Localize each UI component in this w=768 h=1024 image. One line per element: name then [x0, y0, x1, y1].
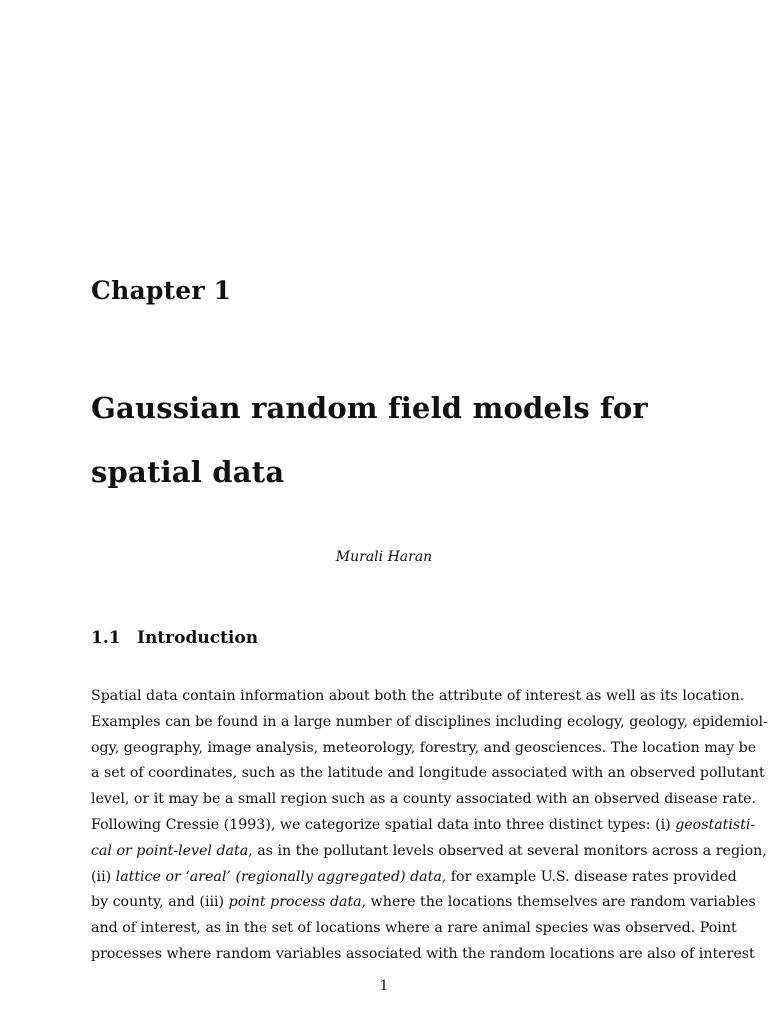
- section-heading: [91, 628, 258, 648]
- body-text-segment: Following Cressie (1993), we categorize spatial data into three distinct types: (i): [91, 816, 676, 833]
- body-line: level, or it may be a small region such as a county associated with an observed disease rate.: [91, 791, 757, 808]
- body-text-segment: , where the locations themselves are random variables: [361, 894, 756, 911]
- author-text: Murali Haran: [335, 549, 433, 565]
- body-line: Examples can be found in a large number of disciplines including ecology, geology, epidemiol-: [91, 713, 768, 730]
- body-line: [91, 839, 767, 865]
- chapter-title: [91, 376, 711, 504]
- body-text-segment: , for example U.S. disease rates provided: [441, 868, 737, 885]
- chapter-title-line-2: spatial data: [91, 455, 285, 489]
- body-line: processes where random variables associated with the random locations are also of interest: [91, 945, 755, 962]
- body-line: [91, 813, 756, 839]
- body-text-segment: by county, and (iii): [91, 894, 229, 911]
- chapter-title-line-1: Gaussian random field models for: [91, 391, 648, 425]
- body-line: ogy, geography, image analysis, meteorology, forestry, and geosciences. The location may be: [91, 739, 757, 756]
- body-line: [91, 865, 737, 891]
- body-text-segment: , as in the pollutant levels observed at several monitors across a region,: [248, 842, 767, 859]
- italic-term: cal or point-level data: [91, 842, 249, 859]
- body-line: Spatial data contain information about both the attribute of interest as well as its location.: [91, 688, 745, 704]
- page-number: 1: [379, 978, 389, 994]
- italic-term: lattice or ‘areal’ (regionally aggregated) data: [115, 868, 442, 885]
- body-line: [91, 890, 756, 916]
- author-name: [0, 549, 768, 565]
- italic-term: point process data: [228, 894, 362, 911]
- section-title: Introduction: [137, 628, 259, 648]
- body-line: and of interest, as in the set of locations where a rare animal species was observed. Point: [91, 920, 737, 937]
- body-paragraph: [91, 684, 768, 968]
- body-line: a set of coordinates, such as the latitude and longitude associated with an observed pollutant: [91, 765, 765, 782]
- italic-term: geostatisti-: [675, 816, 756, 833]
- section-number: 1.1: [91, 628, 121, 648]
- chapter-label: Chapter 1: [91, 276, 232, 305]
- body-text-segment: (ii): [91, 868, 116, 885]
